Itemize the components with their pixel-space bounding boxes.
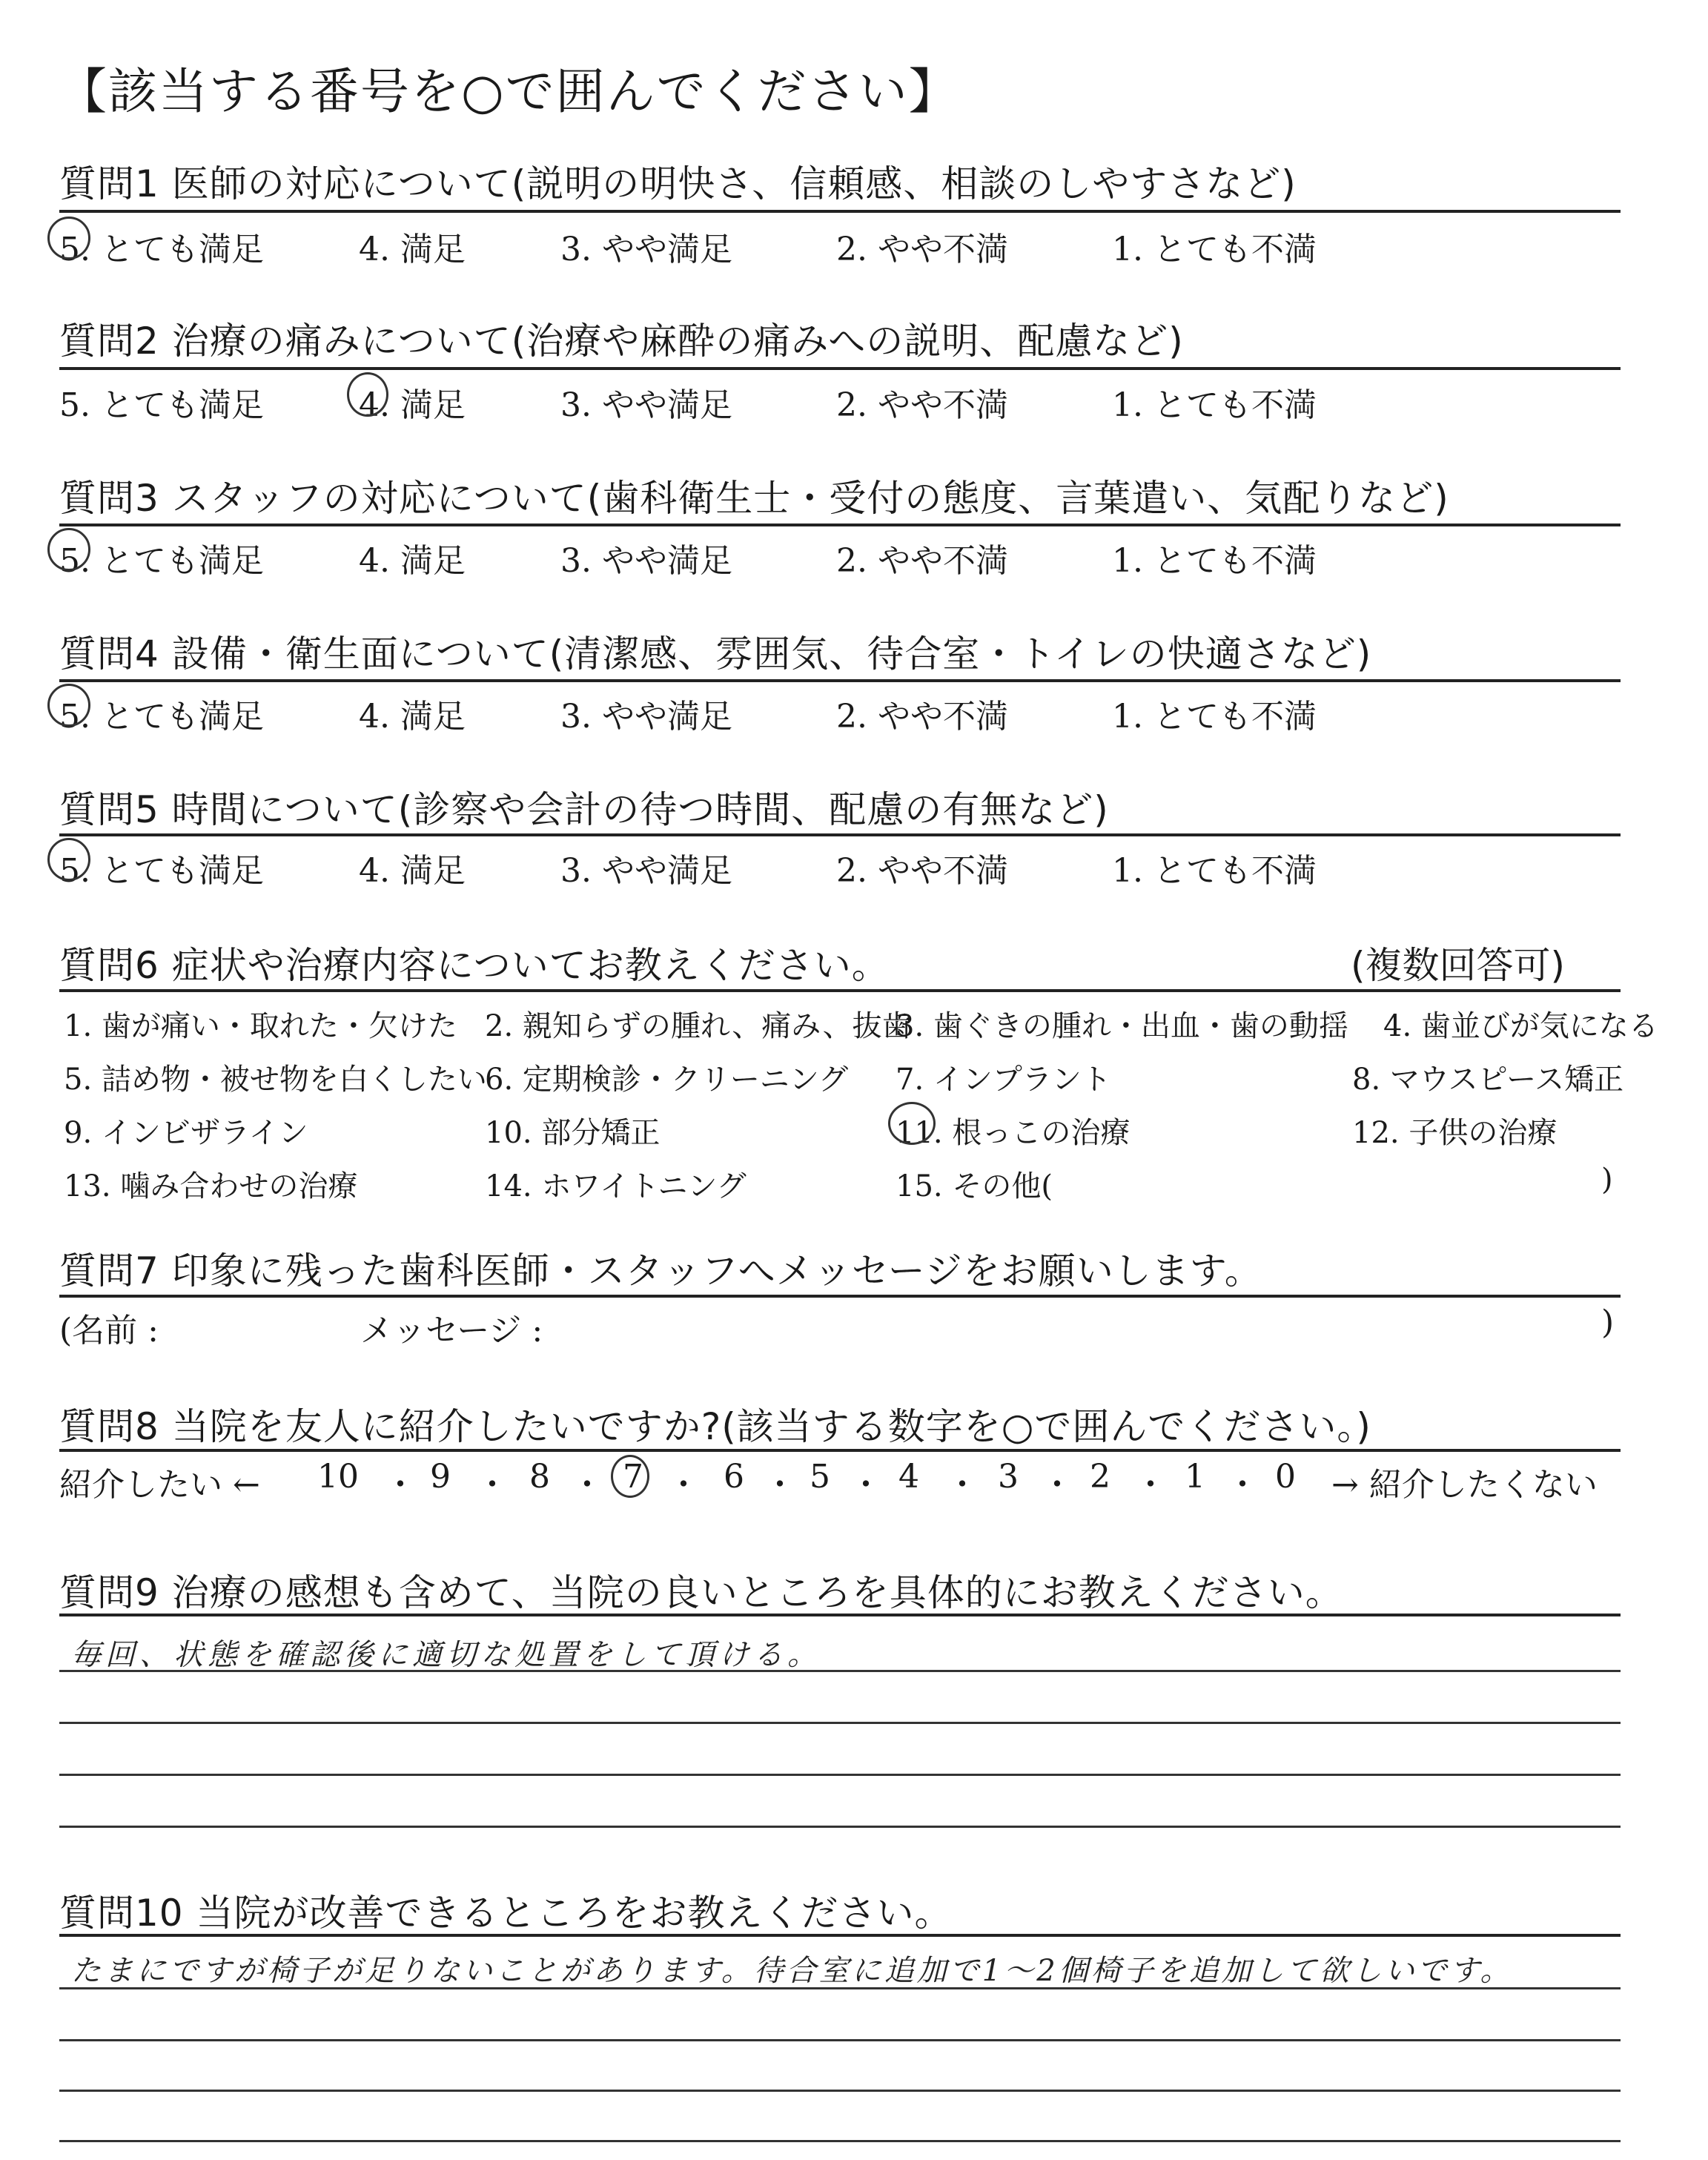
- q6-option-3[interactable]: 3. 歯ぐきの腫れ・出血・歯の動揺: [896, 1009, 1348, 1043]
- q10-answer-line: [59, 2039, 1621, 2041]
- q4-option-5[interactable]: 5. とても満足: [59, 698, 264, 736]
- question-9-title: 質問9 治療の感想も含めて、当院の良いところを具体的にお教えください。: [59, 1571, 1343, 1614]
- q6-option-6[interactable]: 6. 定期検診・クリーニング: [485, 1063, 849, 1097]
- q9-answer-line: [59, 1670, 1621, 1672]
- q7-message-label: メッセージ :: [360, 1312, 543, 1350]
- question-8-rule: [59, 1449, 1621, 1452]
- q1-option-3[interactable]: 3. やや満足: [560, 231, 732, 268]
- q6-option-12[interactable]: 12. 子供の治療: [1352, 1116, 1558, 1150]
- q2-option-3[interactable]: 3. やや満足: [560, 386, 732, 424]
- q6-option-5[interactable]: 5. 詰め物・被せ物を白くしたい: [64, 1063, 487, 1097]
- q6-option-11[interactable]: 11. 根っこの治療: [896, 1116, 1131, 1150]
- q8-scale-1[interactable]: 1: [1185, 1458, 1205, 1496]
- q8-scale-8[interactable]: 8: [529, 1458, 550, 1496]
- question-2-title: 質問2 治療の痛みについて(治療や麻酔の痛みへの説明、配慮など): [59, 320, 1184, 363]
- q6-option-4[interactable]: 4. 歯並びが気になる: [1383, 1009, 1658, 1043]
- q10-answer-line: [59, 2140, 1621, 2142]
- question-5-rule: [59, 833, 1621, 836]
- question-7-rule: [59, 1295, 1621, 1298]
- q3-option-1[interactable]: 1. とても不満: [1112, 542, 1317, 580]
- q6-option-2[interactable]: 2. 親知らずの腫れ、痛み、抜歯: [485, 1009, 912, 1043]
- q8-dot: ・: [850, 1466, 882, 1504]
- q3-option-4[interactable]: 4. 満足: [359, 542, 466, 580]
- q6-option-13[interactable]: 13. 噛み合わせの治療: [64, 1169, 358, 1203]
- q1-option-5[interactable]: 5. とても満足: [59, 231, 264, 268]
- question-6-rule: [59, 989, 1621, 992]
- q1-option-4[interactable]: 4. 満足: [359, 231, 466, 268]
- q6-option-9[interactable]: 9. インビザライン: [64, 1116, 308, 1150]
- q8-scale-2[interactable]: 2: [1090, 1458, 1110, 1496]
- q8-left-label: 紹介したい ←: [59, 1466, 260, 1504]
- q6-other-close-paren: ): [1601, 1163, 1613, 1197]
- question-3-rule: [59, 524, 1621, 526]
- q4-option-2[interactable]: 2. やや不満: [836, 698, 1008, 736]
- q8-scale-7[interactable]: 7: [623, 1458, 643, 1496]
- q8-scale-0[interactable]: 0: [1275, 1458, 1296, 1496]
- question-4-title: 質問4 設備・衛生面について(清潔感、雰囲気、待合室・トイレの快適さなど): [59, 633, 1372, 676]
- q5-option-4[interactable]: 4. 満足: [359, 852, 466, 890]
- q10-handwritten-answer: たまにですが椅子が足りないことがあります。待合室に追加で1〜2個椅子を追加して欲しいです。: [71, 1954, 1513, 1988]
- q3-option-5[interactable]: 5. とても満足: [59, 542, 264, 580]
- q8-scale-6[interactable]: 6: [724, 1458, 744, 1496]
- question-1-rule: [59, 210, 1621, 213]
- q3-option-2[interactable]: 2. やや不満: [836, 542, 1008, 580]
- q2-option-5[interactable]: 5. とても満足: [59, 386, 264, 424]
- q6-option-14[interactable]: 14. ホワイトニング: [485, 1169, 747, 1203]
- q8-dot: ・: [1041, 1466, 1073, 1504]
- q2-option-4[interactable]: 4. 満足: [359, 386, 466, 424]
- question-3-title: 質問3 スタッフの対応について(歯科衛生士・受付の態度、言葉遣い、気配りなど): [59, 477, 1449, 520]
- q5-option-1[interactable]: 1. とても不満: [1112, 852, 1317, 890]
- question-2-rule: [59, 367, 1621, 370]
- q4-option-3[interactable]: 3. やや満足: [560, 698, 732, 736]
- question-5-title: 質問5 時間について(診察や会計の待つ時間、配慮の有無など): [59, 788, 1109, 831]
- q6-option-8[interactable]: 8. マウスピース矯正: [1352, 1063, 1624, 1097]
- question-6-note: (複数回答可): [1351, 944, 1566, 987]
- q9-answer-line: [59, 1826, 1621, 1828]
- q9-handwritten-answer: 毎回、状態を確認後に適切な処置をして頂ける。: [71, 1638, 821, 1672]
- q5-option-2[interactable]: 2. やや不満: [836, 852, 1008, 890]
- question-10-title: 質問10 当院が改善できるところをお教えください。: [59, 1892, 953, 1935]
- q8-scale-4[interactable]: 4: [898, 1458, 919, 1496]
- q8-scale-10[interactable]: 10: [317, 1458, 359, 1496]
- q7-name-label: (名前 :: [59, 1312, 159, 1350]
- q10-answer-line: [59, 1987, 1621, 1989]
- q10-answer-line: [59, 2090, 1621, 2092]
- q8-scale-3[interactable]: 3: [998, 1458, 1019, 1496]
- question-6-title: 質問6 症状や治療内容についてお教えください。: [59, 944, 890, 987]
- q8-dot: ・: [571, 1466, 603, 1504]
- q7-close-paren: ): [1601, 1304, 1615, 1341]
- q8-dot: ・: [1226, 1466, 1259, 1504]
- q2-option-2[interactable]: 2. やや不満: [836, 386, 1008, 424]
- question-8-title: 質問8 当院を友人に紹介したいですか?(該当する数字を○で囲んでください。): [59, 1405, 1371, 1448]
- q3-option-3[interactable]: 3. やや満足: [560, 542, 732, 580]
- q4-option-1[interactable]: 1. とても不満: [1112, 698, 1317, 736]
- q8-dot: ・: [1134, 1466, 1167, 1504]
- q8-dot: ・: [384, 1466, 417, 1504]
- q1-option-2[interactable]: 2. やや不満: [836, 231, 1008, 268]
- page-title: 【該当する番号を○で囲んでください】: [58, 63, 959, 120]
- q9-answer-line: [59, 1722, 1621, 1724]
- q2-option-1[interactable]: 1. とても不満: [1112, 386, 1317, 424]
- question-1-title: 質問1 医師の対応について(説明の明快さ、信頼感、相談のしやすさなど): [59, 162, 1297, 205]
- q8-dot: ・: [764, 1466, 796, 1504]
- q8-right-label: → 紹介したくない: [1331, 1466, 1598, 1504]
- q1-option-1[interactable]: 1. とても不満: [1112, 231, 1317, 268]
- q8-scale-5[interactable]: 5: [810, 1458, 830, 1496]
- question-4-rule: [59, 679, 1621, 682]
- question-10-rule: [59, 1934, 1621, 1937]
- q8-dot: ・: [946, 1466, 979, 1504]
- q8-dot: ・: [667, 1466, 700, 1504]
- question-9-rule: [59, 1614, 1621, 1616]
- q6-option-15[interactable]: 15. その他(: [896, 1169, 1053, 1203]
- q8-dot: ・: [476, 1466, 509, 1504]
- q9-answer-line: [59, 1774, 1621, 1776]
- q5-option-5[interactable]: 5. とても満足: [59, 852, 264, 890]
- question-7-title: 質問7 印象に残った歯科医師・スタッフへメッセージをお願いします。: [59, 1249, 1262, 1292]
- q4-option-4[interactable]: 4. 満足: [359, 698, 466, 736]
- q5-option-3[interactable]: 3. やや満足: [560, 852, 732, 890]
- q6-option-10[interactable]: 10. 部分矯正: [485, 1116, 661, 1150]
- q6-option-7[interactable]: 7. インプラント: [896, 1063, 1111, 1097]
- q8-scale-9[interactable]: 9: [430, 1458, 451, 1496]
- q6-option-1[interactable]: 1. 歯が痛い・取れた・欠けた: [64, 1009, 457, 1043]
